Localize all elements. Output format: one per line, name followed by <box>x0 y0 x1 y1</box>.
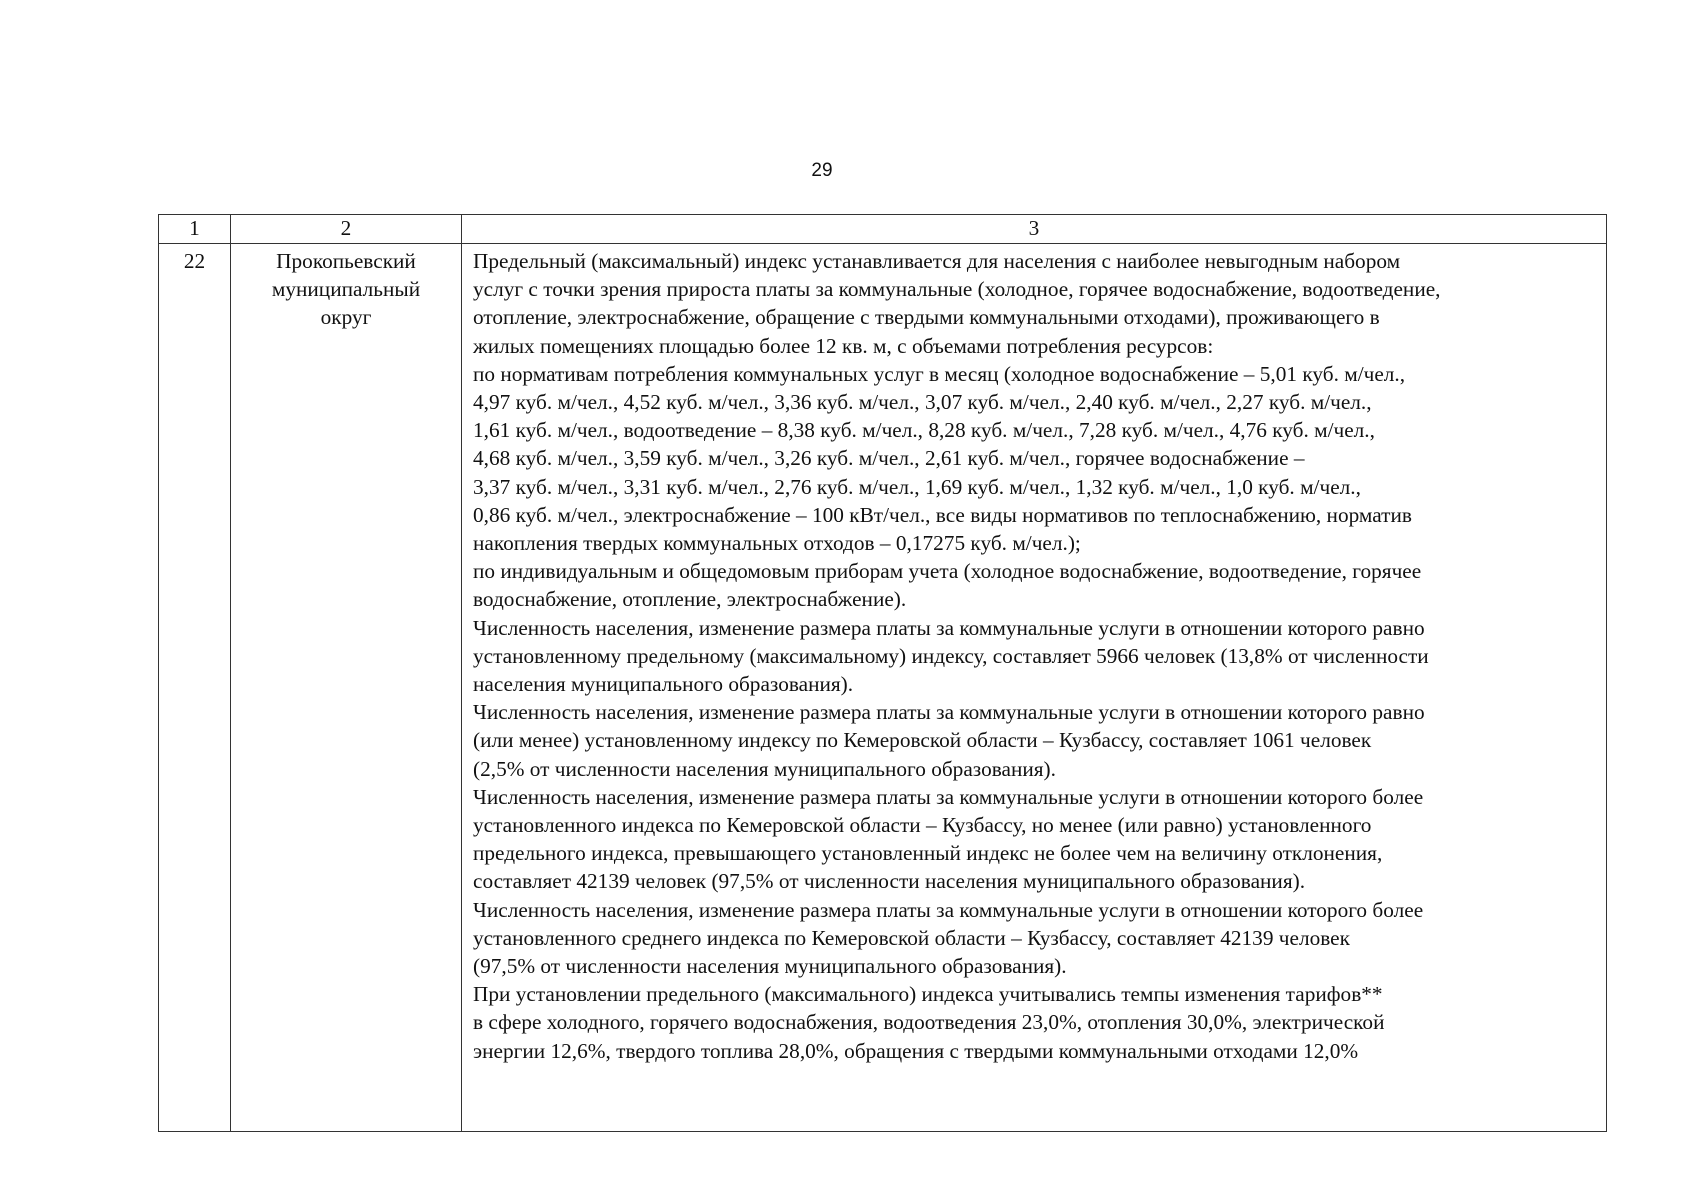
text-line: установленного индекса по Кемеровской области – Кузбассу, но менее (или равно) установленного <box>473 813 1372 838</box>
page-number: 29 <box>811 160 833 181</box>
text-line: (97,5% от численности населения муниципального образования). <box>473 954 1067 979</box>
text-line: 3,37 куб. м/чел., 3,31 куб. м/чел., 2,76 куб. м/чел., 1,69 куб. м/чел., 1,32 куб. м/чел., 1,0 куб. м/чел., <box>473 474 1361 499</box>
data-table <box>158 214 1607 1132</box>
text-line: Предельный (максимальный) индекс устанавливается для населения с наиболее невыгодным набором <box>473 249 1401 273</box>
municipality-name <box>231 244 462 1132</box>
text-line: 1,61 куб. м/чел., водоотведение – 8,38 куб. м/чел., 8,28 куб. м/чел., 7,28 куб. м/чел., 4,76 куб. м/чел., <box>473 418 1375 443</box>
text-line: При установлении предельного (максимального) индекса учитывались темпы изменения тарифов** <box>473 982 1383 1007</box>
text-line: установленному предельному (максимальному) индексу, составляет 5966 человек (13,8% от численности <box>473 643 1429 668</box>
text-line: Численность населения, изменение размера платы за коммунальные услуги в отношении которого более <box>473 784 1424 809</box>
text-line: (или менее) установленному индексу по Кемеровской области – Кузбассу, составляет 1061 человек <box>473 728 1372 753</box>
table-row <box>159 244 1607 1132</box>
text-line: накопления твердых коммунальных отходов – 0,17275 куб. м/чел.); <box>473 531 1081 556</box>
header-cell-2: 2 <box>231 215 462 244</box>
text-line: населения муниципального образования). <box>473 672 854 697</box>
text-line: 4,68 куб. м/чел., 3,59 куб. м/чел., 3,26 куб. м/чел., 2,61 куб. м/чел., горячее водоснабжение – <box>473 446 1305 471</box>
municipality-name-line: округ <box>320 305 372 330</box>
text-line: водоснабжение, отопление, электроснабжение). <box>473 587 907 612</box>
table-header-row <box>159 215 1607 244</box>
text-line: в сфере холодного, горячего водоснабжения, водоотведения 23,0%, отопления 30,0%, электрической <box>473 1010 1385 1035</box>
description-text <box>462 244 1607 1132</box>
header-cell-1: 1 <box>159 215 231 244</box>
text-line: Численность населения, изменение размера платы за коммунальные услуги в отношении которого равно <box>473 615 1425 640</box>
text-line: Численность населения, изменение размера платы за коммунальные услуги в отношении которого равно <box>473 700 1425 725</box>
text-line: энергии 12,6%, твердого топлива 28,0%, обращения с твердыми коммунальными отходами 12,0% <box>473 1038 1359 1063</box>
text-line: составляет 42139 человек (97,5% от численности населения муниципального образования). <box>473 869 1306 894</box>
row-number: 22 <box>159 244 231 1132</box>
text-line: по нормативам потребления коммунальных услуг в месяц (холодное водоснабжение – 5,01 куб. м/чел., <box>473 361 1406 386</box>
header-cell-3: 3 <box>462 215 1607 244</box>
text-line: по индивидуальным и общедомовым приборам учета (холодное водоснабжение, водоотведение, горячее <box>473 559 1422 584</box>
text-line: установленного среднего индекса по Кемеровской области – Кузбассу, составляет 42139 человек <box>473 925 1350 950</box>
text-line: отопление, электроснабжение, обращение с твердыми коммунальными отходами), проживающего в <box>473 305 1380 330</box>
municipality-name-line: муниципальный <box>271 277 421 302</box>
text-line: услуг с точки зрения прироста платы за коммунальные (холодное, горячее водоснабжение, водоотведение, <box>473 277 1441 302</box>
text-line: предельного индекса, превышающего установленный индекс не более чем на величину отклонения, <box>473 841 1383 866</box>
text-line: Численность населения, изменение размера платы за коммунальные услуги в отношении которого более <box>473 897 1424 922</box>
text-line: (2,5% от численности населения муниципального образования). <box>473 756 1056 781</box>
text-line: 4,97 куб. м/чел., 4,52 куб. м/чел., 3,36 куб. м/чел., 3,07 куб. м/чел., 2,40 куб. м/чел., 2,27 куб. м/чел., <box>473 390 1372 415</box>
municipality-name-line: Прокопьевский <box>276 249 416 273</box>
text-line: 0,86 куб. м/чел., электроснабжение – 100 кВт/чел., все виды нормативов по теплоснабжению, норматив <box>473 502 1412 527</box>
text-line: жилых помещениях площадью более 12 кв. м, с объемами потребления ресурсов: <box>473 333 1214 358</box>
